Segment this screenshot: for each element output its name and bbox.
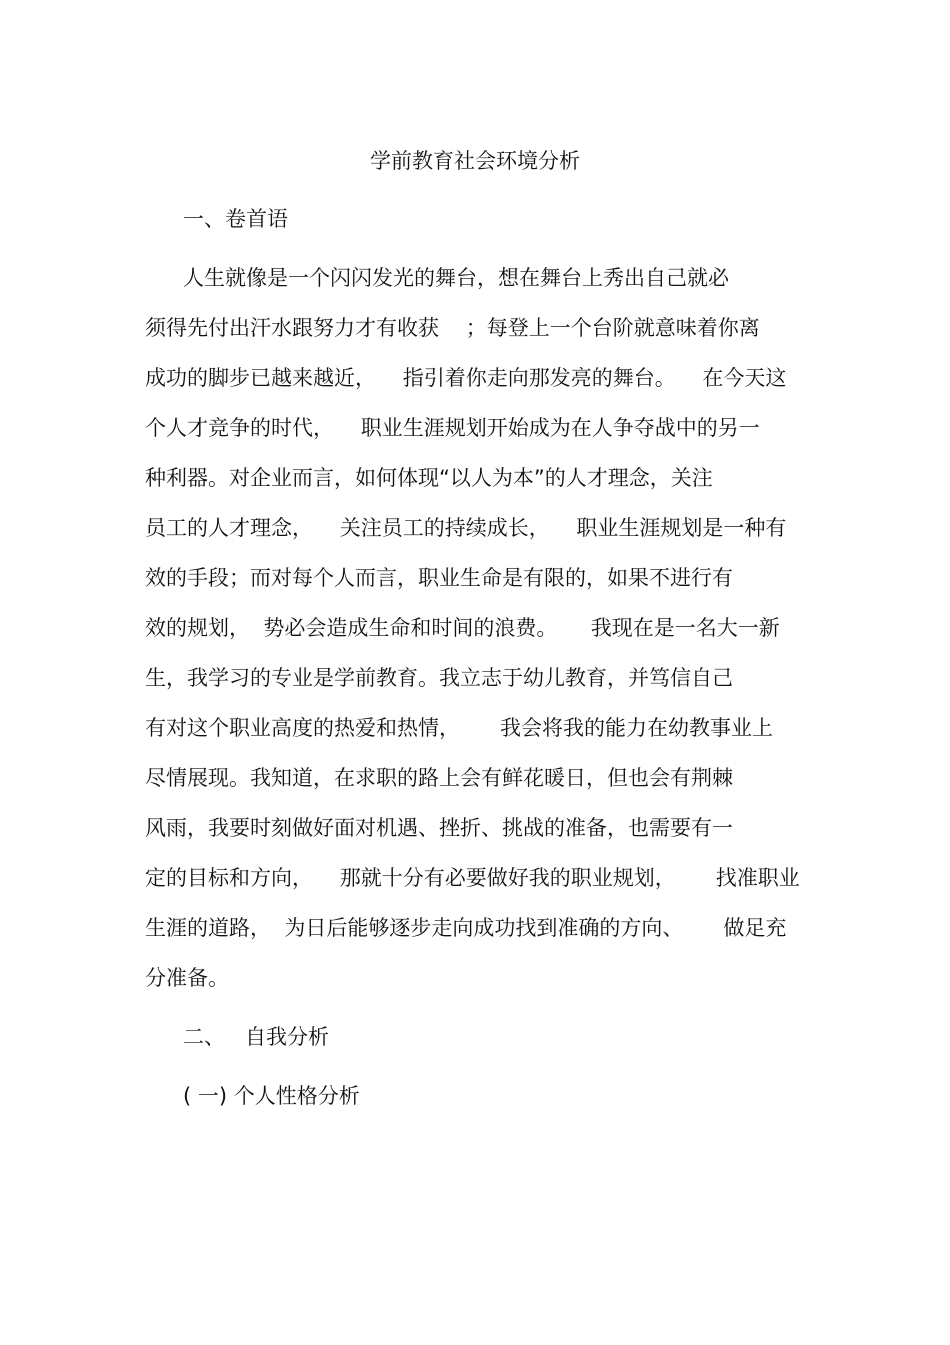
paragraph-line: 成功的脚步已越来越近， 指引着你走向那发亮的舞台。 在今天这 — [145, 366, 787, 390]
paragraph-line: 个人才竞争的时代， 职业生涯规划开始成为在人争夺战中的另一 — [145, 416, 760, 440]
paragraph-line: 效的手段；而对每个人而言，职业生命是有限的，如果不进行有 — [145, 566, 733, 590]
paragraph-line: 员工的人才理念， 关注员工的持续成长， 职业生涯规划是一种有 — [145, 516, 787, 540]
paragraph-line: 分准备。 — [145, 966, 229, 990]
section-heading-preface: 一、卷首语 — [183, 207, 288, 231]
paragraph-line: 人生就像是一个闪闪发光的舞台，想在舞台上秀出自己就必 — [183, 266, 729, 290]
paragraph-line: 有对这个职业高度的热爱和热情， 我会将我的能力在幼教事业上 — [145, 716, 774, 740]
paragraph-line: 效的规划， 势必会造成生命和时间的浪费。 我现在是一名大一新 — [145, 616, 780, 640]
paragraph-line: 生涯的道路， 为日后能够逐步走向成功找到准确的方向、 做足充 — [145, 916, 787, 940]
section-heading-self-analysis: 二、 自我分析 — [183, 1025, 330, 1049]
paragraph-line: 须得先付出汗水跟努力才有收获 ；每登上一个台阶就意味着你离 — [145, 316, 760, 340]
subsection-heading-personality: ( 一) 个人性格分析 — [183, 1084, 360, 1108]
paragraph-line: 生，我学习的专业是学前教育。我立志于幼儿教育，并笃信自己 — [145, 666, 733, 690]
paragraph-line: 种利器。对企业而言，如何体现“以人为本”的人才理念，关注 — [145, 466, 713, 490]
document-title: 学前教育社会环境分析 — [370, 149, 580, 173]
paragraph-line: 定的目标和方向， 那就十分有必要做好我的职业规划， 找准职业 — [145, 866, 800, 890]
paragraph-line: 风雨，我要时刻做好面对机遇、挫折、挑战的准备，也需要有一 — [145, 816, 733, 840]
paragraph-line: 尽情展现。我知道，在求职的路上会有鲜花暖日，但也会有荆棘 — [145, 766, 733, 790]
